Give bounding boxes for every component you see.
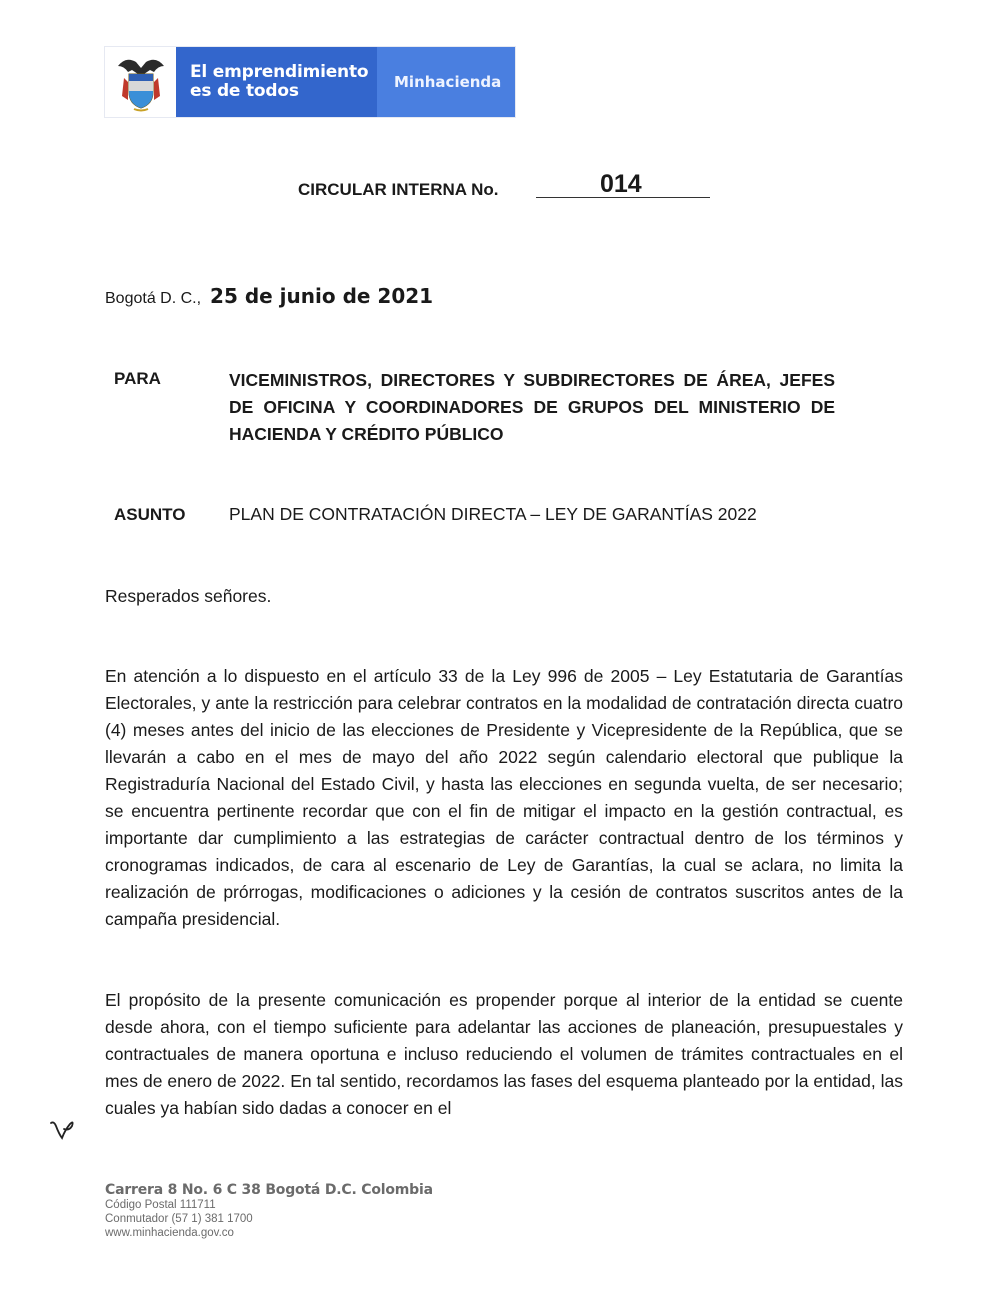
circular-heading xyxy=(298,172,718,202)
date-value: 25 de junio de 2021 xyxy=(210,284,434,308)
slogan xyxy=(176,47,377,117)
date-line xyxy=(105,284,433,308)
footer-phone: Conmutador (57 1) 381 1700 xyxy=(105,1213,253,1225)
asunto-label: ASUNTO xyxy=(114,505,186,524)
ministry-logo: Minhacienda xyxy=(377,47,515,117)
footer-postal: Código Postal 111711 xyxy=(105,1199,216,1211)
slogan-line-2: es de todos xyxy=(190,81,299,101)
body-paragraph-1: En atención a lo dispuesto en el artículo 33 de la Ley 996 de 2005 – Ley Estatutaria de Garantías Electorales, y ante la restricción para celebrar contratos en la modalidad de contratación directa cuatro (4) meses antes del inicio de las elecciones de Presidente y Vicepresidente de la República, que se llevarán a cabo en el mes de mayo del año 2022 según calendario electoral que publique la Registraduría Nacional del Estado Civil, y hasta las elecciones en segunda vuelta, de ser necesario; se encuentra pertinente recordar que con el fin de mitigar el impacto en la gestión contractual, es importante dar cumplimiento a las estrategias de carácter contractual dentro de los términos y cronogramas indicados, de cara al escenario de Ley de Garantías, la cual se aclara, no limita la realización de prórrogas, modificaciones o adiciones y la cesión de contratos suscritos antes de la campaña presidencial. xyxy=(105,666,903,929)
circular-number: 014 xyxy=(600,170,642,198)
coat-of-arms-icon xyxy=(105,47,176,117)
para-recipients: VICEMINISTROS, DIRECTORES Y SUBDIRECTORES DE ÁREA, JEFES DE OFICINA Y COORDINADORES DE GRUPOS DEL MINISTERIO DE HACIENDA Y CRÉDITO PÚBLICO xyxy=(229,370,835,444)
header-banner xyxy=(105,47,515,117)
footer-address: Carrera 8 No. 6 C 38 Bogotá D.C. Colombia xyxy=(105,1182,433,1198)
para-label: PARA xyxy=(114,369,161,388)
body-paragraph-2: El propósito de la presente comunicación es propender porque al interior de la entidad se cuente desde ahora, con el tiempo suficiente para adelantar las acciones de planeación, presupuestales y contractuales de manera oportuna e incluso reduciendo el volumen de trámites contractuales en el mes de enero de 2022. En tal sentido, recordamos las fases del esquema planteado por la entidad, las cuales ya habían sido dadas a conocer en el xyxy=(105,990,903,1118)
initials-mark-icon xyxy=(48,1114,78,1144)
circular-number-field xyxy=(536,172,710,198)
circular-label: CIRCULAR INTERNA No. xyxy=(298,180,499,199)
asunto-subject: PLAN DE CONTRATACIÓN DIRECTA – LEY DE GARANTÍAS 2022 xyxy=(229,504,757,524)
salutation: Resperados señores. xyxy=(105,586,272,606)
date-city: Bogotá D. C., xyxy=(105,290,202,307)
footer xyxy=(105,1182,433,1240)
slogan-line-1: El emprendimiento xyxy=(190,62,369,82)
footer-web: www.minhacienda.gov.co xyxy=(105,1227,234,1239)
